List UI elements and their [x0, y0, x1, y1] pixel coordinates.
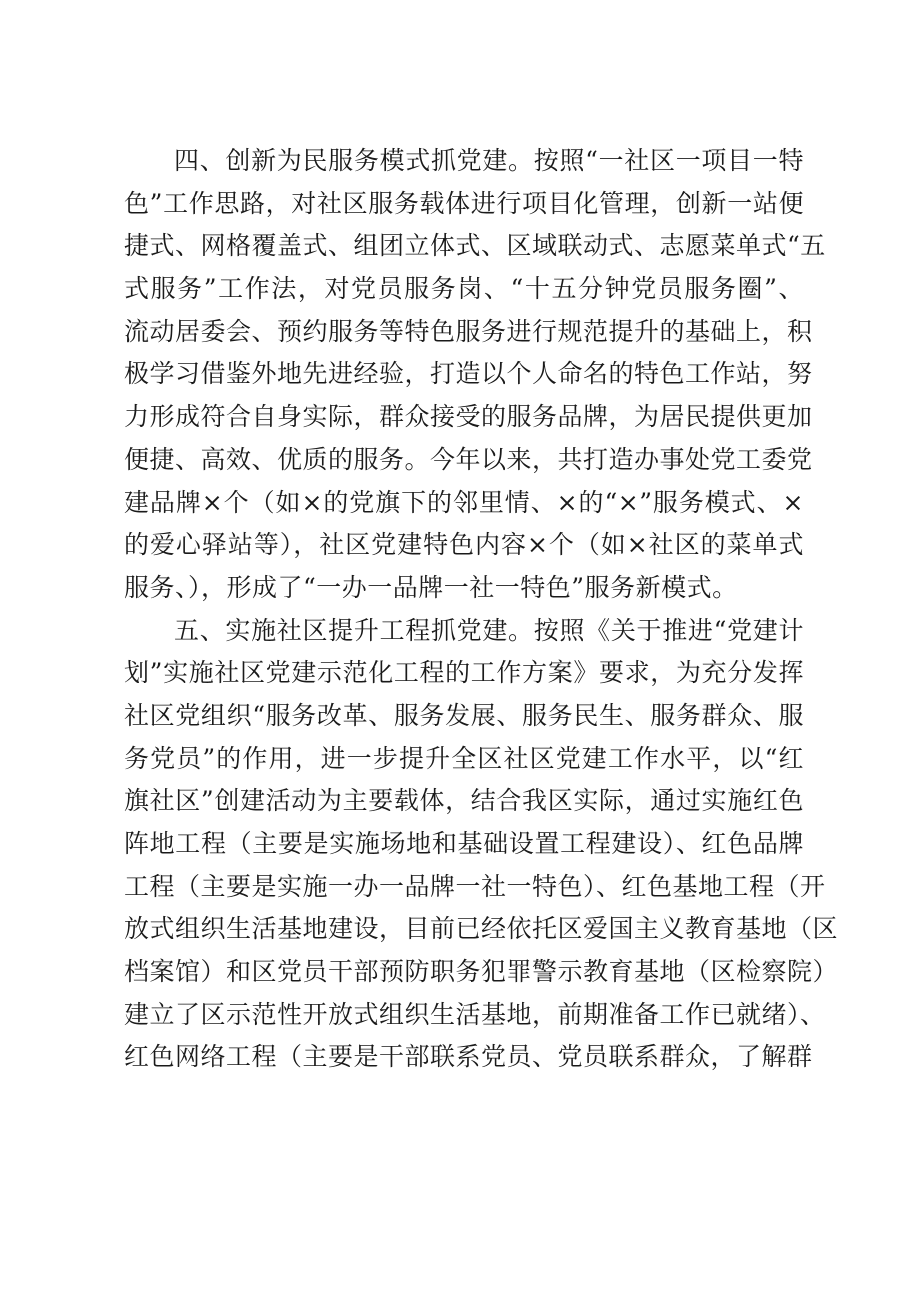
text-line: 流动居委会、预约服务等特色服务进行规范提升的基础上，积: [124, 316, 813, 346]
text-line: 四、创新为民服务模式抓党建。按照“一社区一项目一特: [174, 146, 804, 175]
text-line: 工程（主要是实施一办一品牌一社一特色）、红色基地工程（开: [124, 871, 826, 901]
text-line: 式服务”工作法，对党员服务岗、“十五分钟党员服务圈”、: [124, 274, 804, 304]
text-line: 划”实施社区党建示范化工程的工作方案》要求，为充分发挥: [124, 658, 804, 688]
text-line: 便捷、高效、优质的服务。今年以来，共打造办事处党工委党: [124, 444, 813, 474]
text-line: 档案馆）和区党员干部预防职务犯罪警示教育基地（区检察院）: [124, 957, 839, 987]
paragraph-service-model: [124, 140, 826, 610]
text-line: 旗社区”创建活动为主要载体，结合我区实际，通过实施红色: [124, 786, 804, 816]
text-line: 服务、），形成了“一办一品牌一社一特色”服务新模式。: [124, 572, 738, 602]
text-line: 捷式、网格覆盖式、组团立体式、区域联动式、志愿菜单式“五: [124, 231, 826, 261]
text-line: 的爱心驿站等），社区党建特色内容×个（如×社区的菜单式: [124, 530, 804, 560]
text-line: 建立了区示范性开放式组织生活基地，前期准备工作已就绪）、: [124, 999, 826, 1029]
paragraph-community-upgrade: [124, 610, 839, 1080]
text-line: 社区党组织“服务改革、服务发展、服务民生、服务群众、服: [124, 700, 804, 730]
text-line: 五、实施社区提升工程抓党建。按照《关于推进“党建计: [174, 615, 804, 645]
text-line: 色”工作思路，对社区服务载体进行项目化管理，创新一站便: [124, 188, 804, 218]
text-line: 极学习借鉴外地先进经验，打造以个人命名的特色工作站，努: [124, 359, 813, 389]
text-line: 力形成符合自身实际，群众接受的服务品牌，为居民提供更加: [124, 402, 813, 432]
document-page: [124, 140, 839, 1079]
text-line: 放式组织生活基地建设，目前已经依托区爱国主义教育基地（区: [124, 914, 839, 944]
text-line: 建品牌×个（如×的党旗下的邻里情、×的“×”服务模式、×: [124, 487, 804, 517]
text-line: 务党员”的作用，进一步提升全区社区党建工作水平，以“红: [124, 743, 804, 773]
text-line: 阵地工程（主要是实施场地和基础设置工程建设）、红色品牌: [124, 829, 804, 858]
text-line: 红色网络工程（主要是干部联系党员、党员联系群众，了解群: [124, 1042, 813, 1072]
